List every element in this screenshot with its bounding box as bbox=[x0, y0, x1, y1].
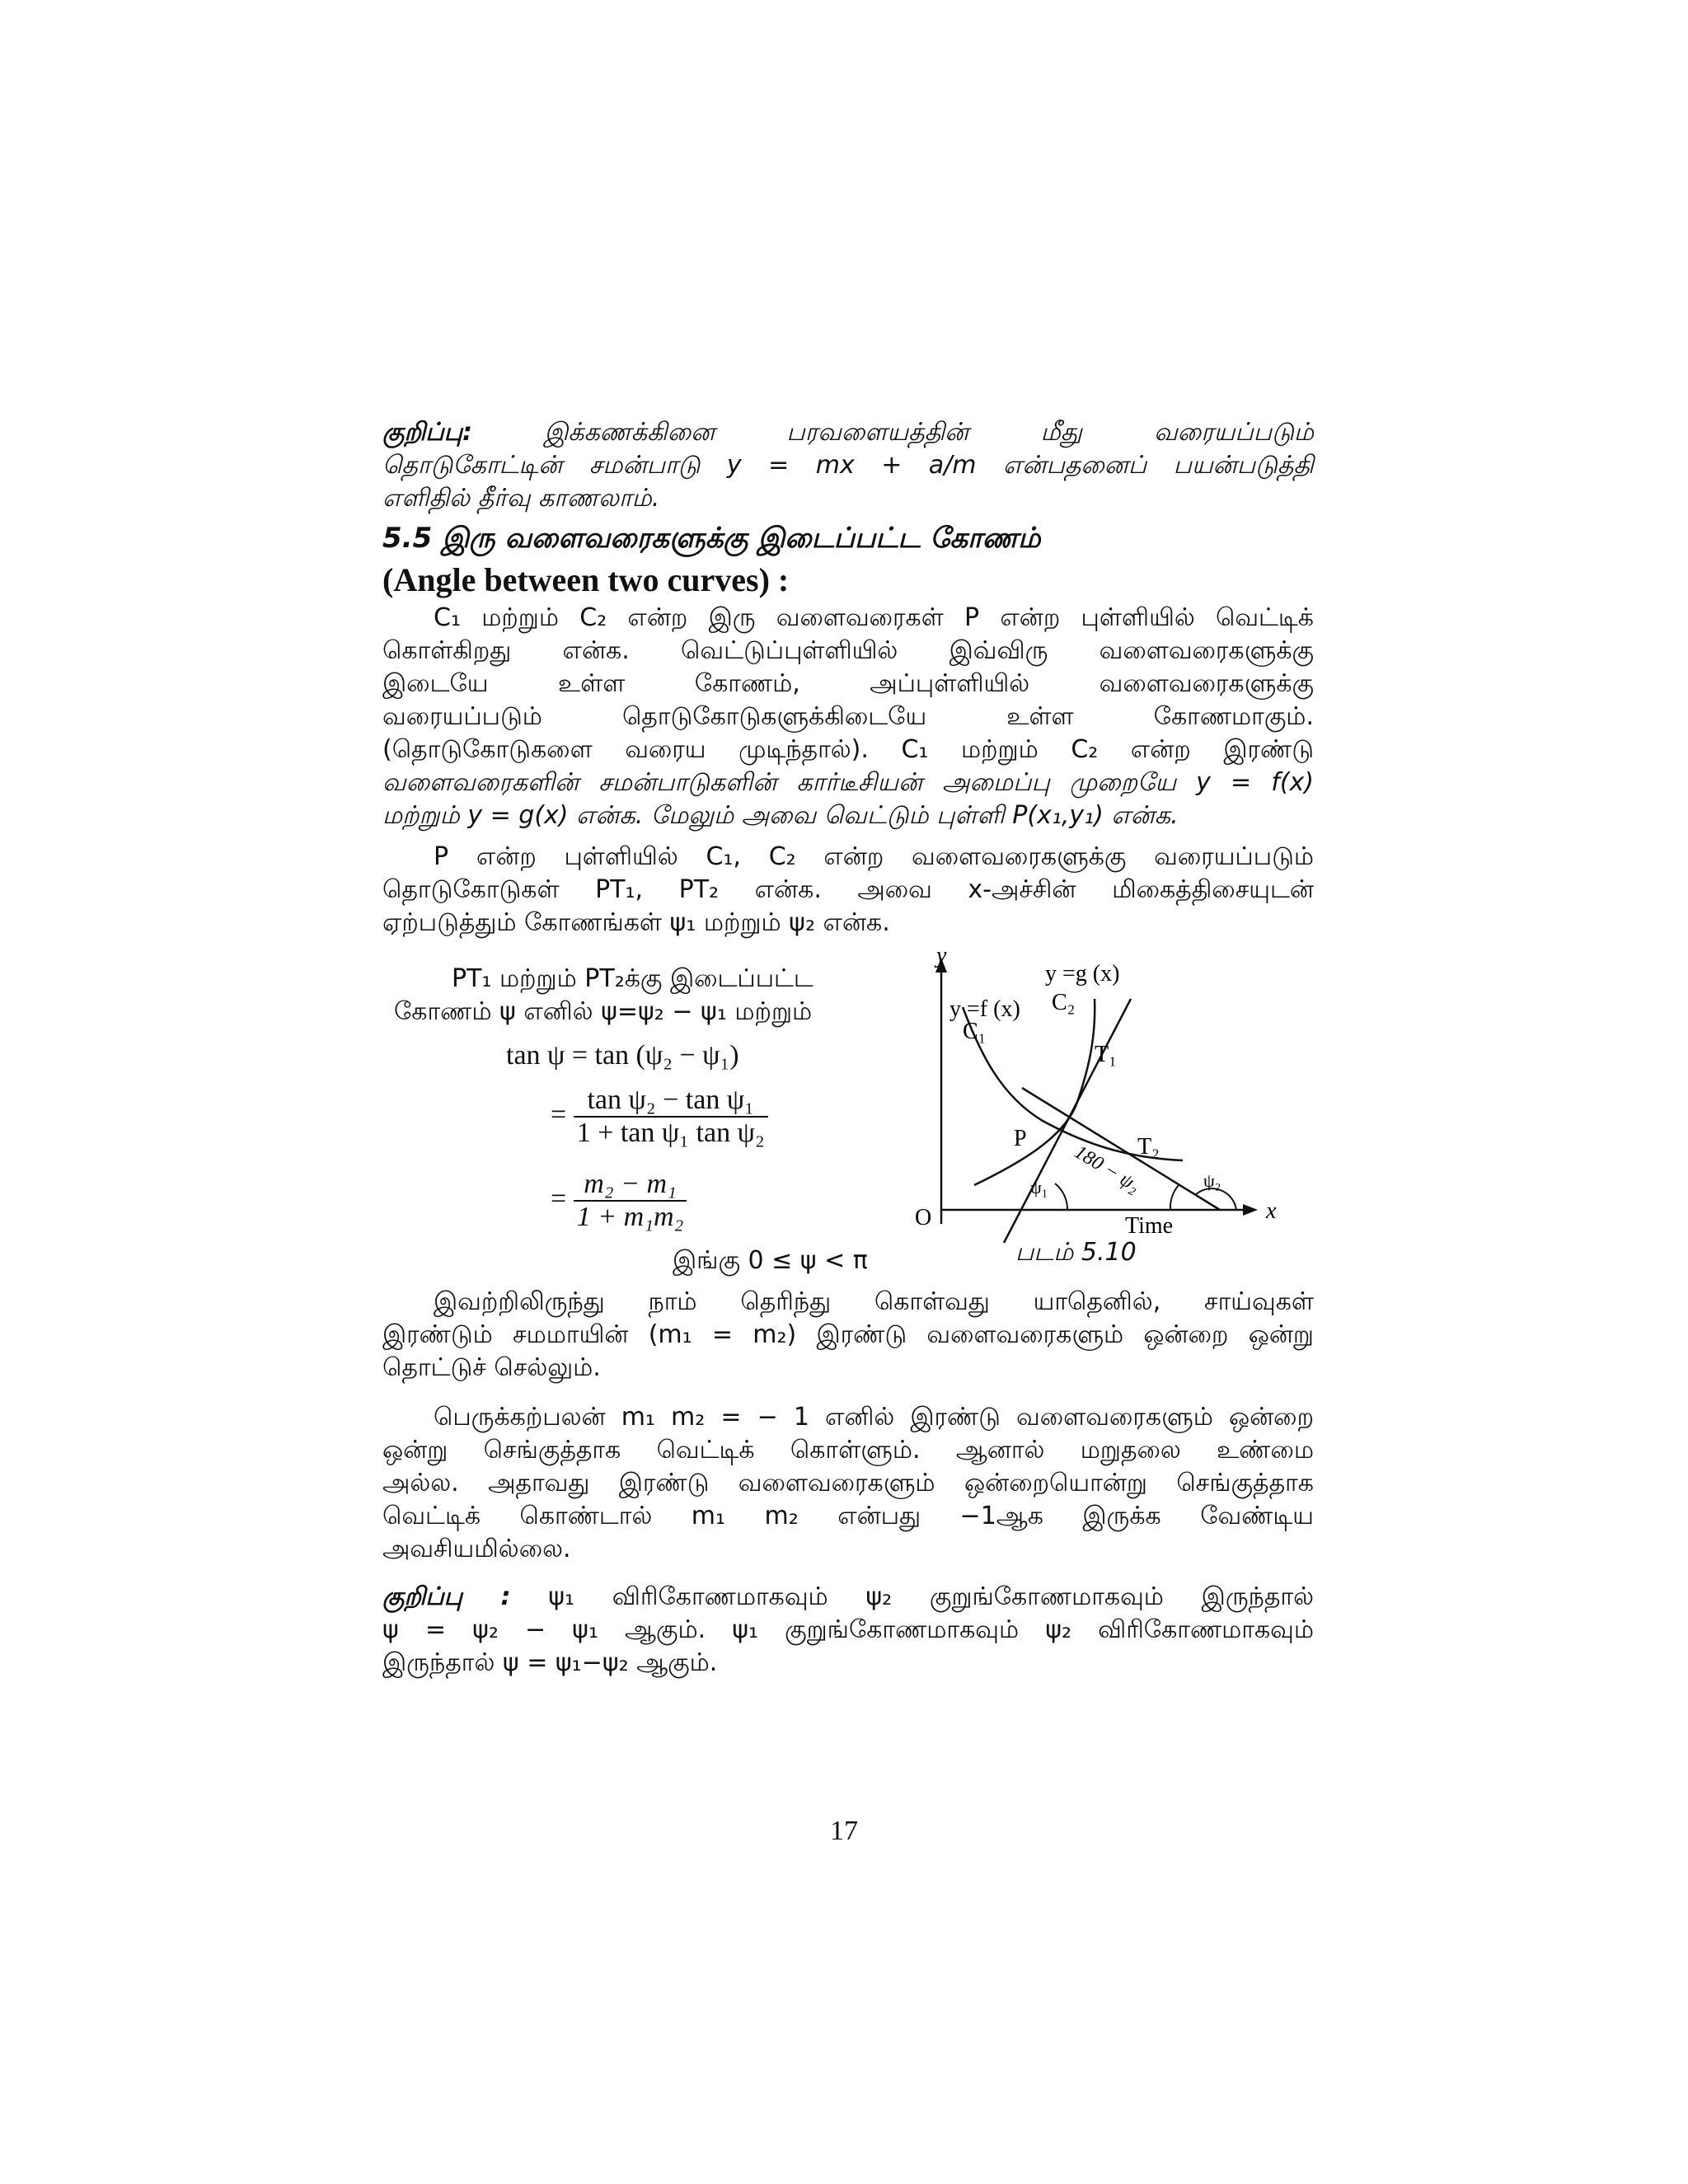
note-1-line-2: தொடுகோட்டின் சமன்பாடு y = mx + a/m என்பதனைப் பயன்படுத்தி bbox=[382, 451, 1314, 480]
paragraph-2 bbox=[382, 841, 1314, 940]
para-2-line-2: தொடுகோடுகள் PT₁, PT₂ என்க. அவை x-அச்சின் மிகைத்திசையுடன் bbox=[382, 875, 1314, 904]
origin-label: O bbox=[915, 1205, 932, 1230]
c2-label: C₂ bbox=[1052, 990, 1076, 1015]
para-1-line-6: வளைவரைகளின் சமன்பாடுகளின் கார்டீசியன் அமைப்பு முறையே y = f(x) bbox=[382, 768, 1314, 797]
note-2-line-3: இருந்தால் ψ = ψ₁−ψ₂ ஆகும். bbox=[382, 1648, 718, 1677]
equation-2-numerator: tan ψ₂ − tan ψ₁ bbox=[574, 1085, 768, 1118]
x-axis-label: x bbox=[1266, 1198, 1277, 1224]
para-4-line-3: அல்ல. அதாவது இரண்டு வளைவரைகளும் ஒன்றையொன்று செங்குத்தாக bbox=[382, 1469, 1314, 1497]
equation-3-numerator: m₂ − m₁ bbox=[574, 1169, 687, 1202]
equation-2-equals: = bbox=[551, 1099, 567, 1130]
para-3-line-2: இரண்டும் சமமாயின் (m₁ = m₂) இரண்டு வளைவரைகளும் ஒன்றை ஒன்று bbox=[382, 1320, 1314, 1349]
equation-2-denominator: 1 + tan ψ₁ tan ψ₂ bbox=[576, 1118, 765, 1148]
note-1-line-3: எளிதில் தீர்வு காணலாம். bbox=[382, 484, 660, 513]
para-1-line-4: வரையப்படும் தொடுகோடுகளுக்கிடையே உள்ள கோணமாகும். bbox=[382, 702, 1314, 731]
derivation-line-2: கோணம் ψ எனில் ψ=ψ₂ − ψ₁ மற்றும் bbox=[394, 997, 813, 1026]
para-3-line-1: இவற்றிலிருந்து நாம் தெரிந்து கொள்வது யாதெனில், சாய்வுகள் bbox=[434, 1287, 1314, 1316]
equation-3-denominator: 1 + m₁m₂ bbox=[576, 1202, 684, 1232]
note-2 bbox=[382, 1581, 1314, 1680]
psi1-label: ψ₁ bbox=[1030, 1177, 1048, 1197]
para-4-line-4: வெட்டிக் கொண்டால் m₁ m₂ என்பது −1ஆக இருக்க வேண்டிய bbox=[382, 1502, 1314, 1530]
para-3-line-3: தொட்டுச் செல்லும். bbox=[382, 1353, 601, 1382]
figure-5-10 bbox=[898, 948, 1294, 1277]
para-1-line-2: கொள்கிறது என்க. வெட்டுப்புள்ளியில் இவ்விரு வளைவரைகளுக்கு bbox=[382, 636, 1314, 665]
equation-2-fraction bbox=[574, 1085, 768, 1149]
note-2-line-1 bbox=[382, 1581, 1314, 1614]
section-heading bbox=[382, 518, 1314, 602]
x-axis-arrow-icon bbox=[1243, 1204, 1258, 1216]
curve-f-label: y =f (x) bbox=[950, 996, 1020, 1022]
derivation-text bbox=[394, 963, 880, 1029]
para-4-line-2: ஒன்று செங்குத்தாக வெட்டிக் கொள்ளும். ஆனால் மறுதலை உண்மை bbox=[382, 1436, 1314, 1465]
angle-arc-psi1 bbox=[1055, 1183, 1067, 1210]
note-1-label: குறிப்பு: bbox=[382, 418, 472, 447]
para-4-line-5: அவசியமில்லை. bbox=[382, 1535, 571, 1563]
angle-180-psi2-label: 180 − ψ₂ bbox=[1070, 1141, 1144, 1197]
equation-3 bbox=[551, 1169, 687, 1233]
section-title-english: (Angle between two curves) : bbox=[382, 561, 790, 598]
page-number: 17 bbox=[830, 1816, 858, 1846]
equation-3-equals: = bbox=[551, 1183, 567, 1214]
figure-caption: படம் 5.10 bbox=[1015, 1238, 1137, 1267]
equation-3-fraction bbox=[574, 1169, 687, 1233]
t1-label: T₁ bbox=[1095, 1042, 1117, 1067]
note-1 bbox=[382, 416, 1314, 515]
y-axis-label: y bbox=[936, 948, 947, 968]
para-2-line-3: ஏற்படுத்தும் கோணங்கள் ψ₁ மற்றும் ψ₂ என்க. bbox=[382, 908, 890, 937]
angle-arc-180-psi2 bbox=[1170, 1185, 1179, 1210]
note-1-text-1: இக்கணக்கினை பரவளையத்தின் மீது வரையப்படும் bbox=[544, 418, 1314, 447]
p-label: P bbox=[1014, 1126, 1027, 1151]
range-text: இங்கு 0 ≤ ψ < π bbox=[673, 1246, 868, 1275]
c1-label: C₁ bbox=[963, 1019, 987, 1044]
note-1-line-1 bbox=[382, 416, 1314, 449]
paragraph-1 bbox=[382, 602, 1314, 832]
section-title-tamil: 5.5 இரு வளைவரைகளுக்கு இடைப்பட்ட கோணம் bbox=[382, 522, 1041, 555]
para-2-line-1: P என்ற புள்ளியில் C₁, C₂ என்ற வளைவரைகளுக்கு வரையப்படும் bbox=[434, 842, 1314, 871]
curve-g-label: y =g (x) bbox=[1045, 961, 1120, 987]
para-1-line-7: மற்றும் y = g(x) என்க. மேலும் அவை வெட்டும் புள்ளி P(x₁,y₁) என்க. bbox=[382, 801, 1179, 830]
para-1-line-5: (தொடுகோடுகளை வரைய முடிந்தால்). C₁ மற்றும் C₂ என்ற இரண்டு bbox=[382, 735, 1314, 764]
time-label: Time bbox=[1125, 1213, 1174, 1239]
paragraph-4 bbox=[382, 1401, 1314, 1566]
para-1-line-1: C₁ மற்றும் C₂ என்ற இரு வளைவரைகள் P என்ற புள்ளியில் வெட்டிக் bbox=[434, 603, 1314, 632]
derivation-line-1: PT₁ மற்றும் PT₂க்கு இடைப்பட்ட bbox=[452, 964, 814, 993]
para-4-line-1: பெருக்கற்பலன் m₁ m₂ = − 1 எனில் இரண்டு வளைவரைகளும் ஒன்றை bbox=[434, 1403, 1314, 1432]
equation-1: tan ψ = tan (ψ₂ − ψ₁) bbox=[506, 1040, 739, 1071]
note-2-line-2: ψ = ψ₂ − ψ₁ ஆகும். ψ₁ குறுங்கோணமாகவும் ψ₂ விரிகோணமாகவும் bbox=[382, 1615, 1314, 1644]
note-2-text-1: ψ₁ விரிகோணமாகவும் ψ₂ குறுங்கோணமாகவும் இருந்தால் bbox=[548, 1582, 1314, 1611]
equation-2 bbox=[551, 1085, 768, 1149]
note-2-label: குறிப்பு : bbox=[382, 1582, 511, 1611]
para-1-line-3: இடையே உள்ள கோணம், அப்புள்ளியில் வளைவரைகளுக்கு bbox=[382, 669, 1314, 698]
psi2-label: ψ₂ bbox=[1203, 1170, 1221, 1191]
t2-label: T₂ bbox=[1137, 1134, 1160, 1160]
paragraph-3 bbox=[382, 1286, 1314, 1385]
